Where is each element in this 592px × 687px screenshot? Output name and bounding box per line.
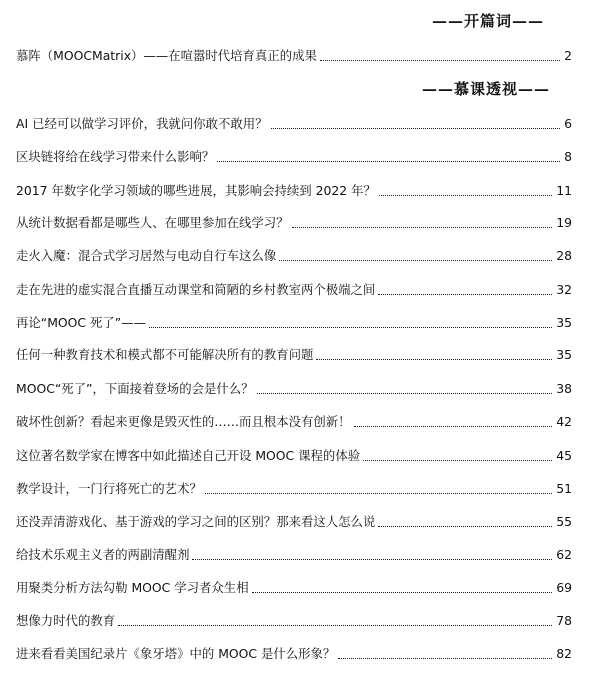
dot-leader — [217, 160, 560, 162]
toc-entry[interactable] — [16, 414, 572, 430]
toc-entry-title: 破坏性创新？看起来更像是毁灭性的……而且根本没有创新！ — [16, 414, 351, 429]
toc-entry[interactable] — [16, 580, 572, 596]
dot-leader — [271, 127, 561, 129]
toc-entry-page-number: 51 — [556, 481, 572, 496]
toc-entry-page-number: 38 — [556, 381, 572, 396]
toc-entry[interactable] — [16, 149, 572, 165]
toc-entry-page-number: 62 — [556, 547, 572, 562]
dot-leader — [118, 624, 552, 626]
toc-entry-title: 区块链将给在线学习带来什么影响？ — [16, 149, 215, 164]
toc-entry-title: 2017 年数字化学习领域的哪些进展，其影响会持续到 2022 年？ — [16, 183, 376, 198]
toc-entry-page-number: 69 — [556, 580, 572, 595]
toc-entry[interactable] — [16, 514, 572, 530]
toc-entry-page-number: 42 — [556, 414, 572, 429]
toc-entry[interactable] — [16, 215, 572, 231]
dot-leader — [320, 59, 560, 61]
toc-entry-title: 慕阵（MOOCMatrix）——在喧嚣时代培育真正的成果 — [16, 48, 317, 63]
dot-leader — [378, 293, 552, 295]
dot-leader — [354, 425, 553, 427]
toc-entry-page-number: 55 — [556, 514, 572, 529]
toc-entry-title: 教学设计，一门行将死亡的艺术？ — [16, 481, 202, 496]
toc-entry-page-number: 2 — [564, 48, 572, 63]
toc-entry-page-number: 32 — [556, 282, 572, 297]
dot-leader — [252, 591, 553, 593]
dot-leader — [378, 525, 552, 527]
dot-leader — [363, 459, 552, 461]
toc-entry-title: AI 已经可以做学习评价，我就问你敢不敢用？ — [16, 116, 268, 131]
toc-entry-title: 从统计数据看都是哪些人、在哪里参加在线学习？ — [16, 215, 289, 230]
dot-leader — [292, 226, 553, 228]
toc-entry-title: 还没弄清游戏化、基于游戏的学习之间的区别？那来看这人怎么说 — [16, 514, 376, 529]
toc-entry-page-number: 6 — [564, 116, 572, 131]
toc-entry-page-number: 82 — [556, 646, 572, 661]
toc-entry-page-number: 45 — [556, 448, 572, 463]
toc-entry-page-number: 35 — [556, 315, 572, 330]
toc-entry[interactable] — [16, 646, 572, 662]
toc-entry-page-number: 78 — [556, 613, 572, 628]
dot-leader — [192, 558, 552, 560]
toc-entry-title: 给技术乐观主义者的两副清醒剂 — [16, 547, 190, 562]
toc-entry-title: 任何一种教育技术和模式都不可能解决所有的教育问题 — [16, 347, 314, 362]
dot-leader — [257, 392, 553, 394]
toc-entry-page-number: 28 — [556, 248, 572, 263]
toc-entry[interactable] — [16, 282, 572, 298]
toc-entry-page-number: 19 — [556, 215, 572, 230]
toc-entry[interactable] — [16, 381, 572, 397]
toc-entry-title: 走在先进的虚实混合直播互动课堂和简陋的乡村教室两个极端之间 — [16, 282, 376, 297]
toc-entry[interactable] — [16, 448, 572, 464]
toc-entry[interactable] — [16, 547, 572, 563]
toc-entry[interactable] — [16, 48, 572, 64]
toc-entry-title: 再论“MOOC 死了”—— — [16, 315, 146, 330]
toc-entry-page-number: 11 — [556, 183, 572, 198]
toc-entry[interactable] — [16, 248, 572, 264]
section-heading-opening: ——开篇词—— — [431, 12, 544, 30]
toc-entry-title: 想像力时代的教育 — [16, 613, 116, 628]
toc-entry-title: 走火入魔：混合式学习居然与电动自行车这么像 — [16, 248, 277, 263]
toc-entry[interactable] — [16, 315, 572, 331]
toc-entry[interactable] — [16, 481, 572, 497]
toc-entry-title: MOOC“死了”，下面接着登场的会是什么？ — [16, 381, 254, 396]
dot-leader — [205, 492, 552, 494]
toc-entry-title: 这位著名数学家在博客中如此描述自己开设 MOOC 课程的体验 — [16, 448, 361, 463]
toc-entry[interactable] — [16, 613, 572, 629]
dot-leader — [149, 326, 552, 328]
dot-leader — [379, 194, 552, 196]
dot-leader — [338, 657, 552, 659]
toc-entry[interactable] — [16, 116, 572, 132]
dot-leader — [279, 259, 552, 261]
toc-entry[interactable] — [16, 183, 572, 199]
toc-entry-title: 进来看看美国纪录片《象牙塔》中的 MOOC 是什么形象？ — [16, 646, 336, 661]
toc-entry[interactable] — [16, 347, 572, 363]
toc-entry-page-number: 8 — [564, 149, 572, 164]
section-heading-mooc-perspective: ——慕课透视—— — [421, 80, 550, 98]
toc-entry-title: 用聚类分析方法勾勒 MOOC 学习者众生相 — [16, 580, 249, 595]
toc-entry-page-number: 35 — [556, 347, 572, 362]
dot-leader — [316, 358, 552, 360]
